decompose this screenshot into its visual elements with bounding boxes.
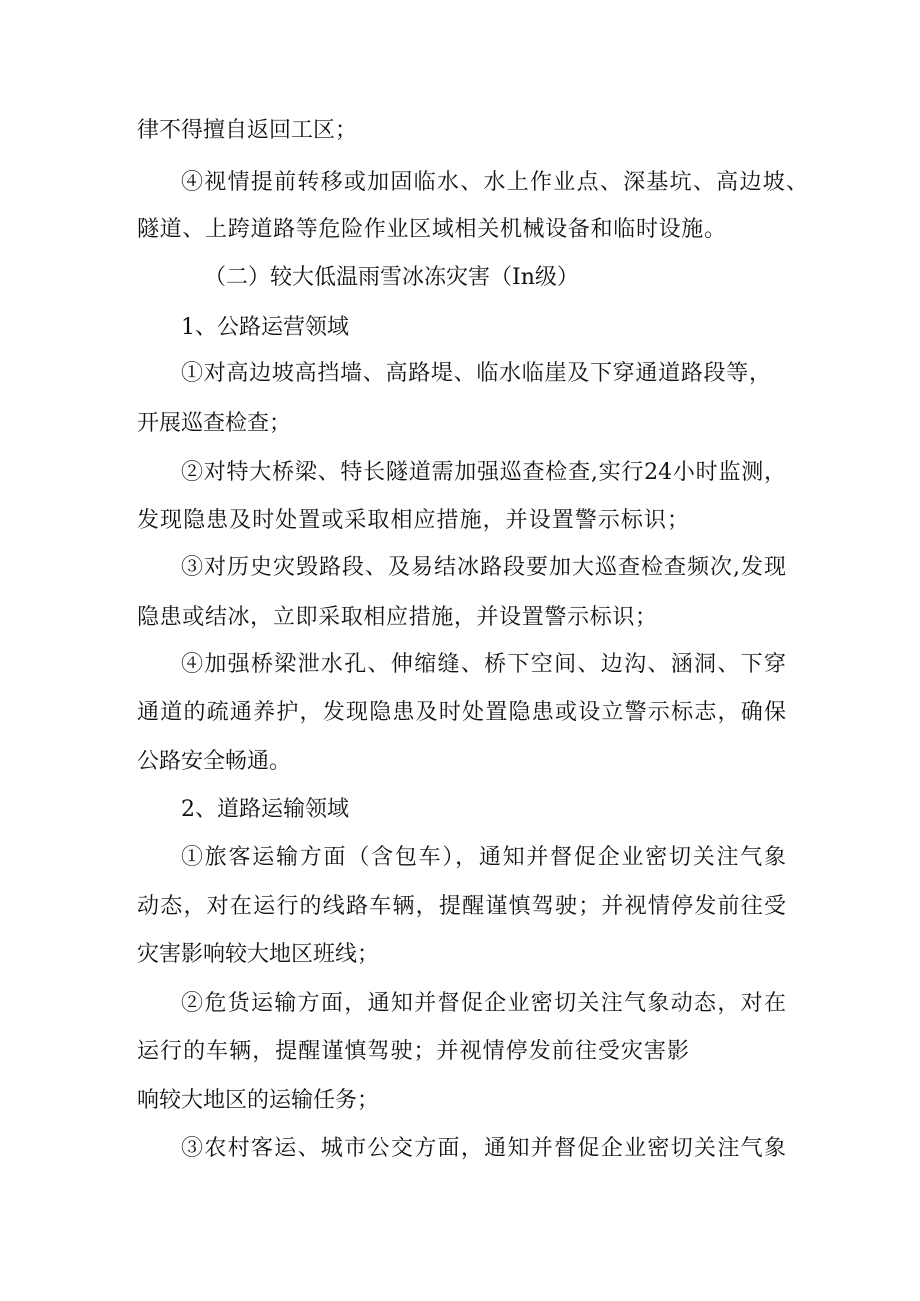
text-line: 发现隐患及时处置或采取相应措施，并设置警示标识； xyxy=(137,508,689,533)
text-line: ②危货运输方面，通知并督促企业密切关注气象动态，对在 xyxy=(181,991,786,1016)
text-line: ③农村客运、城市公交方面，通知并督促企业密切关注气象 xyxy=(181,1136,786,1161)
section-heading: （二）较大低温雨雪冰冻灾害（In级） xyxy=(204,265,579,290)
text-line: 灾害影响较大地区班线； xyxy=(137,942,380,967)
subsection-heading: 2、道路运输领域 xyxy=(181,797,349,822)
text-line: ④视情提前转移或加固临水、水上作业点、深基坑、高边坡、 xyxy=(181,170,808,195)
text-line: 运行的车辆，提醒谨慎驾驶；并视情停发前往受灾害影 xyxy=(137,1039,689,1064)
text-line: 隐患或结冰，立即采取相应措施，并设置警示标识； xyxy=(137,605,657,630)
text-line: ③对历史灾毁路段、及易结冰路段要加大巡查检查频次,发现 xyxy=(181,555,786,580)
text-line: 开展巡查检查； xyxy=(137,411,292,436)
text-line: ①对高边坡高挡墙、高路堤、临水临崖及下穿通道路段等， xyxy=(181,361,771,386)
text-line: 公路安全畅通。 xyxy=(137,749,292,774)
text-line: 响较大地区的运输任务； xyxy=(137,1088,380,1113)
text-line: ①旅客运输方面（含包车），通知并督促企业密切关注气象 xyxy=(181,845,786,870)
text-line: 通道的疏通养护，发现隐患及时处置隐患或设立警示标志，确保 xyxy=(137,700,786,725)
subsection-heading: 1、公路运营领域 xyxy=(181,315,349,340)
text-line: ②对特大桥梁、特长隧道需加强巡查检查,实行24小时监测， xyxy=(181,460,786,485)
text-line: ④加强桥梁泄水孔、伸缩缝、桥下空间、边沟、涵洞、下穿 xyxy=(181,652,786,677)
text-line: 律不得擅自返回工区； xyxy=(137,118,358,143)
text-line: 隧道、上跨道路等危险作业区域相关机械设备和临时设施。 xyxy=(137,217,726,242)
text-line: 动态，对在运行的线路车辆，提醒谨慎驾驶；并视情停发前往受 xyxy=(137,894,786,919)
